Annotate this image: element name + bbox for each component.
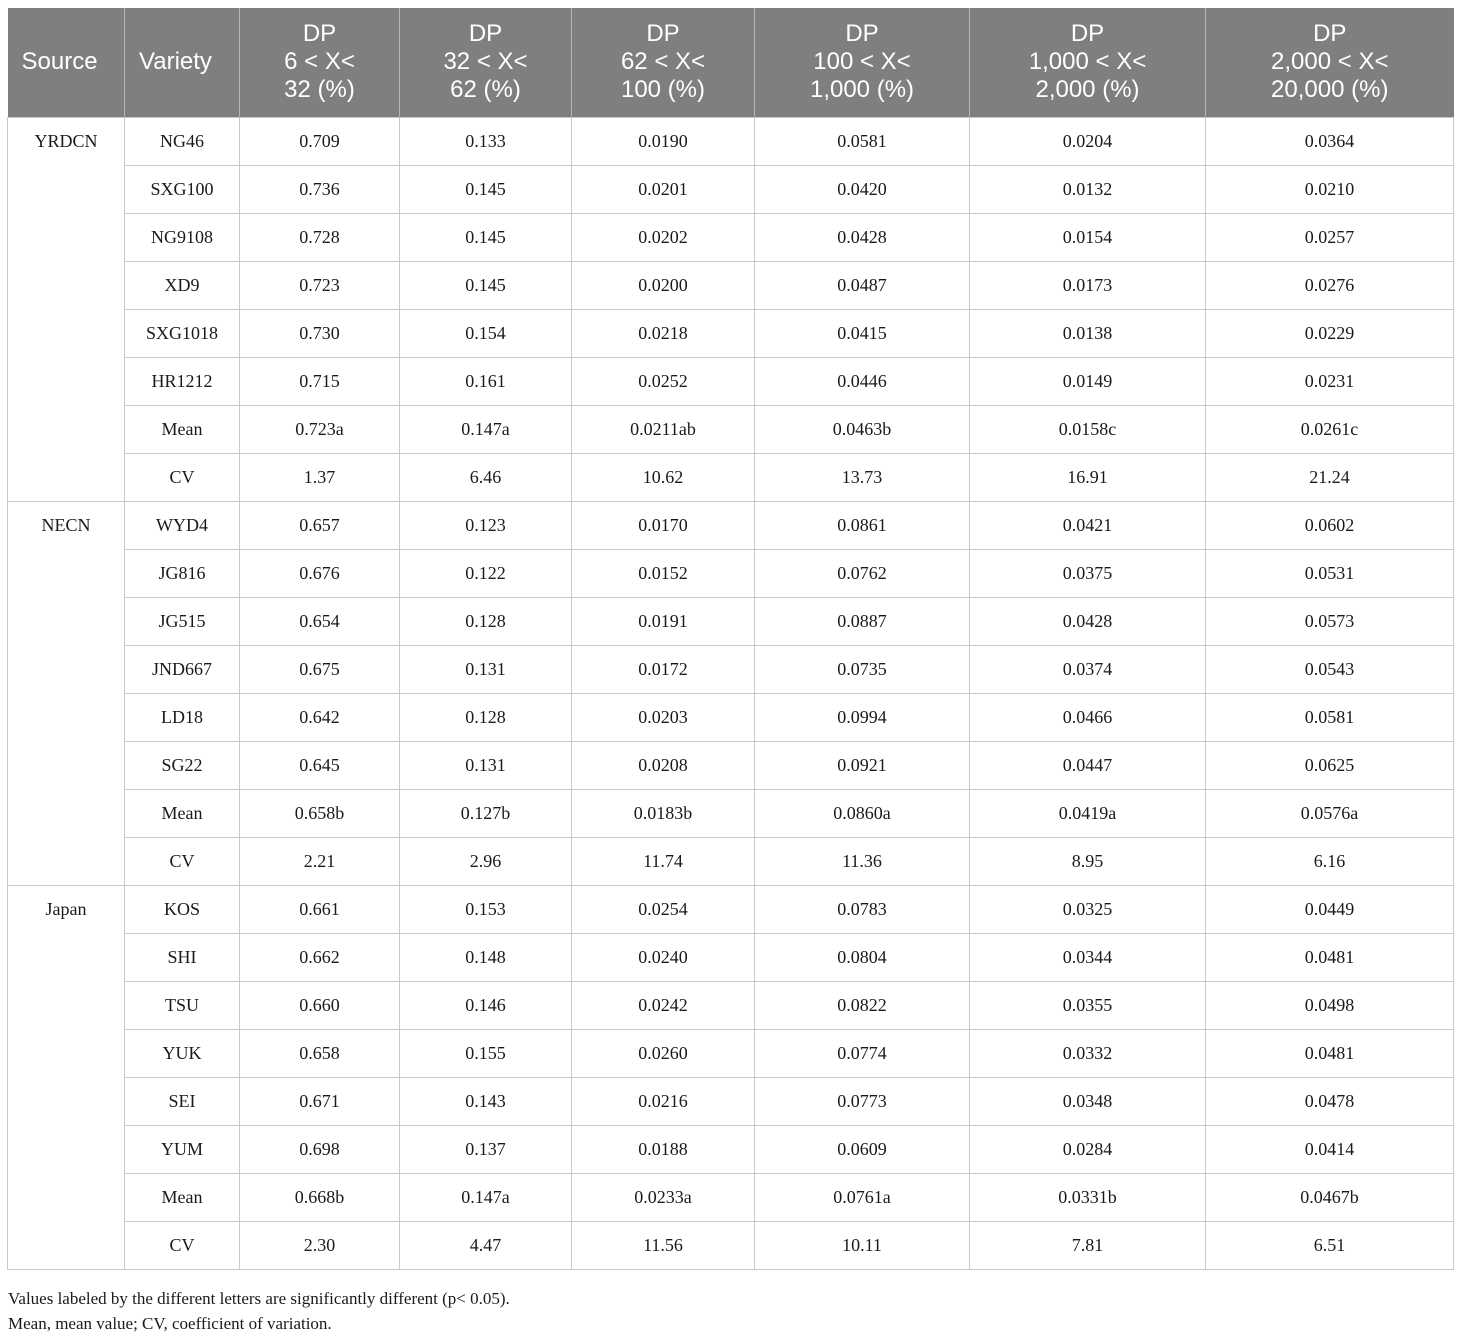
data-table-container bbox=[7, 8, 1453, 1270]
table-row bbox=[8, 837, 1454, 885]
variety-cell: YUK bbox=[125, 1029, 240, 1077]
column-header-line: 2,000 < X< bbox=[1271, 48, 1389, 76]
value-cell: 0.0478 bbox=[1206, 1077, 1454, 1125]
value-cell: 0.133 bbox=[400, 117, 572, 165]
value-cell: 0.698 bbox=[240, 1125, 400, 1173]
variety-cell: SEI bbox=[125, 1077, 240, 1125]
source-cell: Japan bbox=[8, 885, 125, 933]
value-cell: 0.0774 bbox=[755, 1029, 970, 1077]
value-cell: 11.36 bbox=[755, 837, 970, 885]
value-cell: 13.73 bbox=[755, 453, 970, 501]
value-cell: 0.658b bbox=[240, 789, 400, 837]
value-cell: 0.0761a bbox=[755, 1173, 970, 1221]
value-cell: 0.0602 bbox=[1206, 501, 1454, 549]
value-cell: 0.143 bbox=[400, 1077, 572, 1125]
value-cell: 0.0467b bbox=[1206, 1173, 1454, 1221]
value-cell: 0.0375 bbox=[970, 549, 1206, 597]
variety-cell: JG515 bbox=[125, 597, 240, 645]
source-cell bbox=[8, 1125, 125, 1173]
table-footnotes bbox=[8, 1286, 1448, 1336]
footnote-significance: Values labeled by the different letters are significantly different (p< 0.05). bbox=[8, 1289, 510, 1308]
table-row bbox=[8, 549, 1454, 597]
table-row bbox=[8, 885, 1454, 933]
value-cell: 0.154 bbox=[400, 309, 572, 357]
value-cell: 0.0573 bbox=[1206, 597, 1454, 645]
value-cell: 0.660 bbox=[240, 981, 400, 1029]
table-row bbox=[8, 309, 1454, 357]
source-cell bbox=[8, 261, 125, 309]
value-cell: 0.128 bbox=[400, 597, 572, 645]
value-cell: 0.0170 bbox=[572, 501, 755, 549]
variety-cell: JND667 bbox=[125, 645, 240, 693]
value-cell: 0.0173 bbox=[970, 261, 1206, 309]
value-cell: 0.122 bbox=[400, 549, 572, 597]
value-cell: 0.0257 bbox=[1206, 213, 1454, 261]
value-cell: 0.0449 bbox=[1206, 885, 1454, 933]
value-cell: 0.145 bbox=[400, 261, 572, 309]
value-cell: 0.161 bbox=[400, 357, 572, 405]
value-cell: 0.642 bbox=[240, 693, 400, 741]
value-cell: 0.0543 bbox=[1206, 645, 1454, 693]
source-cell bbox=[8, 1029, 125, 1077]
value-cell: 0.0581 bbox=[1206, 693, 1454, 741]
value-cell: 0.0581 bbox=[755, 117, 970, 165]
value-cell: 0.0364 bbox=[1206, 117, 1454, 165]
source-cell bbox=[8, 453, 125, 501]
footnote-abbreviations: Mean, mean value; CV, coefficient of variation. bbox=[8, 1314, 332, 1333]
value-cell: 0.0331b bbox=[970, 1173, 1206, 1221]
variety-cell: Mean bbox=[125, 789, 240, 837]
value-cell: 0.0208 bbox=[572, 741, 755, 789]
value-cell: 0.0254 bbox=[572, 885, 755, 933]
variety-cell: JG816 bbox=[125, 549, 240, 597]
source-cell: YRDCN bbox=[8, 117, 125, 165]
value-cell: 0.658 bbox=[240, 1029, 400, 1077]
value-cell: 0.0276 bbox=[1206, 261, 1454, 309]
table-row bbox=[8, 261, 1454, 309]
column-header-line: 32 (%) bbox=[284, 76, 355, 104]
table-row bbox=[8, 453, 1454, 501]
value-cell: 0.0149 bbox=[970, 357, 1206, 405]
table-row bbox=[8, 357, 1454, 405]
value-cell: 0.0204 bbox=[970, 117, 1206, 165]
value-cell: 0.0421 bbox=[970, 501, 1206, 549]
dp-distribution-table bbox=[7, 8, 1454, 1270]
source-cell bbox=[8, 357, 125, 405]
source-cell bbox=[8, 549, 125, 597]
value-cell: 0.0481 bbox=[1206, 1029, 1454, 1077]
table-body bbox=[8, 117, 1454, 1269]
variety-cell: NG9108 bbox=[125, 213, 240, 261]
table-row bbox=[8, 1221, 1454, 1269]
value-cell: 2.21 bbox=[240, 837, 400, 885]
variety-cell: KOS bbox=[125, 885, 240, 933]
value-cell: 0.137 bbox=[400, 1125, 572, 1173]
value-cell: 0.0921 bbox=[755, 741, 970, 789]
value-cell: 0.654 bbox=[240, 597, 400, 645]
source-cell bbox=[8, 309, 125, 357]
column-header bbox=[970, 8, 1206, 117]
column-header bbox=[572, 8, 755, 117]
value-cell: 0.127b bbox=[400, 789, 572, 837]
value-cell: 0.668b bbox=[240, 1173, 400, 1221]
value-cell: 0.0861 bbox=[755, 501, 970, 549]
value-cell: 2.96 bbox=[400, 837, 572, 885]
value-cell: 11.74 bbox=[572, 837, 755, 885]
source-cell bbox=[8, 405, 125, 453]
column-header-line: 2,000 (%) bbox=[1035, 76, 1140, 104]
table-row bbox=[8, 501, 1454, 549]
source-cell bbox=[8, 981, 125, 1029]
column-header-line: 32 < X< bbox=[443, 48, 528, 76]
column-header bbox=[8, 8, 125, 117]
variety-cell: CV bbox=[125, 1221, 240, 1269]
table-header bbox=[8, 8, 1454, 117]
value-cell: 21.24 bbox=[1206, 453, 1454, 501]
value-cell: 0.0203 bbox=[572, 693, 755, 741]
value-cell: 0.0261c bbox=[1206, 405, 1454, 453]
value-cell: 0.0152 bbox=[572, 549, 755, 597]
value-cell: 0.0200 bbox=[572, 261, 755, 309]
table-row bbox=[8, 117, 1454, 165]
value-cell: 0.147a bbox=[400, 1173, 572, 1221]
variety-cell: SXG1018 bbox=[125, 309, 240, 357]
variety-cell: XD9 bbox=[125, 261, 240, 309]
table-row bbox=[8, 789, 1454, 837]
source-cell bbox=[8, 1221, 125, 1269]
column-header-line: DP bbox=[302, 20, 337, 48]
value-cell: 0.128 bbox=[400, 693, 572, 741]
table-row bbox=[8, 165, 1454, 213]
value-cell: 0.0498 bbox=[1206, 981, 1454, 1029]
value-cell: 0.0773 bbox=[755, 1077, 970, 1125]
value-cell: 0.0420 bbox=[755, 165, 970, 213]
value-cell: 0.147a bbox=[400, 405, 572, 453]
value-cell: 0.0188 bbox=[572, 1125, 755, 1173]
source-cell bbox=[8, 789, 125, 837]
value-cell: 4.47 bbox=[400, 1221, 572, 1269]
column-header-line: 6 < X< bbox=[284, 48, 355, 76]
value-cell: 0.728 bbox=[240, 213, 400, 261]
value-cell: 0.148 bbox=[400, 933, 572, 981]
value-cell: 0.131 bbox=[400, 645, 572, 693]
value-cell: 0.0158c bbox=[970, 405, 1206, 453]
value-cell: 0.730 bbox=[240, 309, 400, 357]
value-cell: 16.91 bbox=[970, 453, 1206, 501]
value-cell: 8.95 bbox=[970, 837, 1206, 885]
value-cell: 6.46 bbox=[400, 453, 572, 501]
column-header-line: Source bbox=[21, 48, 98, 76]
source-cell bbox=[8, 1173, 125, 1221]
value-cell: 0.0201 bbox=[572, 165, 755, 213]
source-cell bbox=[8, 693, 125, 741]
column-header-line: DP bbox=[1070, 20, 1105, 48]
value-cell: 0.657 bbox=[240, 501, 400, 549]
value-cell: 0.0332 bbox=[970, 1029, 1206, 1077]
value-cell: 11.56 bbox=[572, 1221, 755, 1269]
value-cell: 0.645 bbox=[240, 741, 400, 789]
value-cell: 6.51 bbox=[1206, 1221, 1454, 1269]
variety-cell: Mean bbox=[125, 405, 240, 453]
value-cell: 0.153 bbox=[400, 885, 572, 933]
value-cell: 0.671 bbox=[240, 1077, 400, 1125]
value-cell: 2.30 bbox=[240, 1221, 400, 1269]
value-cell: 0.0609 bbox=[755, 1125, 970, 1173]
table-row bbox=[8, 981, 1454, 1029]
column-header-line: Variety bbox=[139, 48, 212, 76]
value-cell: 7.81 bbox=[970, 1221, 1206, 1269]
value-cell: 0.0183b bbox=[572, 789, 755, 837]
column-header-line: 1,000 < X< bbox=[1028, 48, 1147, 76]
value-cell: 0.0487 bbox=[755, 261, 970, 309]
value-cell: 0.0576a bbox=[1206, 789, 1454, 837]
variety-cell: Mean bbox=[125, 1173, 240, 1221]
value-cell: 0.0481 bbox=[1206, 933, 1454, 981]
column-header-line: DP bbox=[646, 20, 680, 48]
value-cell: 0.0218 bbox=[572, 309, 755, 357]
table-row bbox=[8, 933, 1454, 981]
value-cell: 1.37 bbox=[240, 453, 400, 501]
value-cell: 0.145 bbox=[400, 213, 572, 261]
value-cell: 0.0414 bbox=[1206, 1125, 1454, 1173]
table-row bbox=[8, 741, 1454, 789]
value-cell: 0.0428 bbox=[970, 597, 1206, 645]
value-cell: 10.11 bbox=[755, 1221, 970, 1269]
column-header-line: DP bbox=[1313, 20, 1347, 48]
variety-cell: WYD4 bbox=[125, 501, 240, 549]
value-cell: 0.155 bbox=[400, 1029, 572, 1077]
value-cell: 0.709 bbox=[240, 117, 400, 165]
value-cell: 0.0172 bbox=[572, 645, 755, 693]
value-cell: 0.0190 bbox=[572, 117, 755, 165]
variety-cell: TSU bbox=[125, 981, 240, 1029]
value-cell: 0.0446 bbox=[755, 357, 970, 405]
value-cell: 0.0804 bbox=[755, 933, 970, 981]
value-cell: 0.0822 bbox=[755, 981, 970, 1029]
value-cell: 0.0735 bbox=[755, 645, 970, 693]
value-cell: 0.0132 bbox=[970, 165, 1206, 213]
value-cell: 0.0887 bbox=[755, 597, 970, 645]
value-cell: 0.123 bbox=[400, 501, 572, 549]
value-cell: 6.16 bbox=[1206, 837, 1454, 885]
variety-cell: YUM bbox=[125, 1125, 240, 1173]
value-cell: 0.661 bbox=[240, 885, 400, 933]
column-header-line: 62 (%) bbox=[450, 76, 521, 104]
variety-cell: SHI bbox=[125, 933, 240, 981]
table-row bbox=[8, 213, 1454, 261]
value-cell: 0.145 bbox=[400, 165, 572, 213]
value-cell: 0.0233a bbox=[572, 1173, 755, 1221]
value-cell: 0.715 bbox=[240, 357, 400, 405]
value-cell: 0.0260 bbox=[572, 1029, 755, 1077]
column-header bbox=[240, 8, 400, 117]
column-header bbox=[755, 8, 970, 117]
value-cell: 0.0348 bbox=[970, 1077, 1206, 1125]
value-cell: 0.0428 bbox=[755, 213, 970, 261]
value-cell: 0.0860a bbox=[755, 789, 970, 837]
column-header-line: 62 < X< bbox=[620, 48, 706, 76]
value-cell: 0.0202 bbox=[572, 213, 755, 261]
variety-cell: LD18 bbox=[125, 693, 240, 741]
value-cell: 0.0325 bbox=[970, 885, 1206, 933]
value-cell: 0.0419a bbox=[970, 789, 1206, 837]
value-cell: 0.0466 bbox=[970, 693, 1206, 741]
source-cell bbox=[8, 213, 125, 261]
value-cell: 0.0625 bbox=[1206, 741, 1454, 789]
source-cell bbox=[8, 933, 125, 981]
value-cell: 0.676 bbox=[240, 549, 400, 597]
value-cell: 0.0138 bbox=[970, 309, 1206, 357]
value-cell: 0.0463b bbox=[755, 405, 970, 453]
table-row bbox=[8, 693, 1454, 741]
source-cell bbox=[8, 165, 125, 213]
value-cell: 0.0355 bbox=[970, 981, 1206, 1029]
value-cell: 0.0191 bbox=[572, 597, 755, 645]
table-row bbox=[8, 597, 1454, 645]
value-cell: 0.0531 bbox=[1206, 549, 1454, 597]
source-cell bbox=[8, 597, 125, 645]
column-header bbox=[125, 8, 240, 117]
value-cell: 0.662 bbox=[240, 933, 400, 981]
value-cell: 0.0374 bbox=[970, 645, 1206, 693]
value-cell: 0.0210 bbox=[1206, 165, 1454, 213]
value-cell: 0.0783 bbox=[755, 885, 970, 933]
table-row bbox=[8, 1029, 1454, 1077]
column-header-line: 1,000 (%) bbox=[809, 76, 915, 104]
value-cell: 0.0242 bbox=[572, 981, 755, 1029]
value-cell: 0.0415 bbox=[755, 309, 970, 357]
value-cell: 0.0447 bbox=[970, 741, 1206, 789]
value-cell: 0.0994 bbox=[755, 693, 970, 741]
value-cell: 0.0344 bbox=[970, 933, 1206, 981]
value-cell: 0.736 bbox=[240, 165, 400, 213]
variety-cell: CV bbox=[125, 837, 240, 885]
value-cell: 0.0284 bbox=[970, 1125, 1206, 1173]
value-cell: 0.0252 bbox=[572, 357, 755, 405]
table-row bbox=[8, 405, 1454, 453]
table-row bbox=[8, 645, 1454, 693]
column-header-line: DP bbox=[845, 20, 879, 48]
value-cell: 0.0762 bbox=[755, 549, 970, 597]
column-header-line: 100 < X< bbox=[813, 48, 911, 76]
value-cell: 0.0216 bbox=[572, 1077, 755, 1125]
column-header-line: DP bbox=[468, 20, 503, 48]
value-cell: 0.0211ab bbox=[572, 405, 755, 453]
value-cell: 0.146 bbox=[400, 981, 572, 1029]
value-cell: 0.0229 bbox=[1206, 309, 1454, 357]
source-cell bbox=[8, 645, 125, 693]
variety-cell: CV bbox=[125, 453, 240, 501]
table-row bbox=[8, 1173, 1454, 1221]
column-header-line: 20,000 (%) bbox=[1271, 76, 1389, 104]
value-cell: 0.131 bbox=[400, 741, 572, 789]
header-row bbox=[8, 8, 1454, 117]
variety-cell: NG46 bbox=[125, 117, 240, 165]
variety-cell: HR1212 bbox=[125, 357, 240, 405]
value-cell: 0.723a bbox=[240, 405, 400, 453]
source-cell bbox=[8, 741, 125, 789]
source-cell bbox=[8, 837, 125, 885]
table-row bbox=[8, 1125, 1454, 1173]
value-cell: 0.0240 bbox=[572, 933, 755, 981]
variety-cell: SXG100 bbox=[125, 165, 240, 213]
source-cell: NECN bbox=[8, 501, 125, 549]
column-header bbox=[400, 8, 572, 117]
value-cell: 0.675 bbox=[240, 645, 400, 693]
column-header bbox=[1206, 8, 1454, 117]
value-cell: 10.62 bbox=[572, 453, 755, 501]
column-header-line: 100 (%) bbox=[620, 76, 706, 104]
source-cell bbox=[8, 1077, 125, 1125]
value-cell: 0.0154 bbox=[970, 213, 1206, 261]
variety-cell: SG22 bbox=[125, 741, 240, 789]
value-cell: 0.723 bbox=[240, 261, 400, 309]
value-cell: 0.0231 bbox=[1206, 357, 1454, 405]
table-row bbox=[8, 1077, 1454, 1125]
